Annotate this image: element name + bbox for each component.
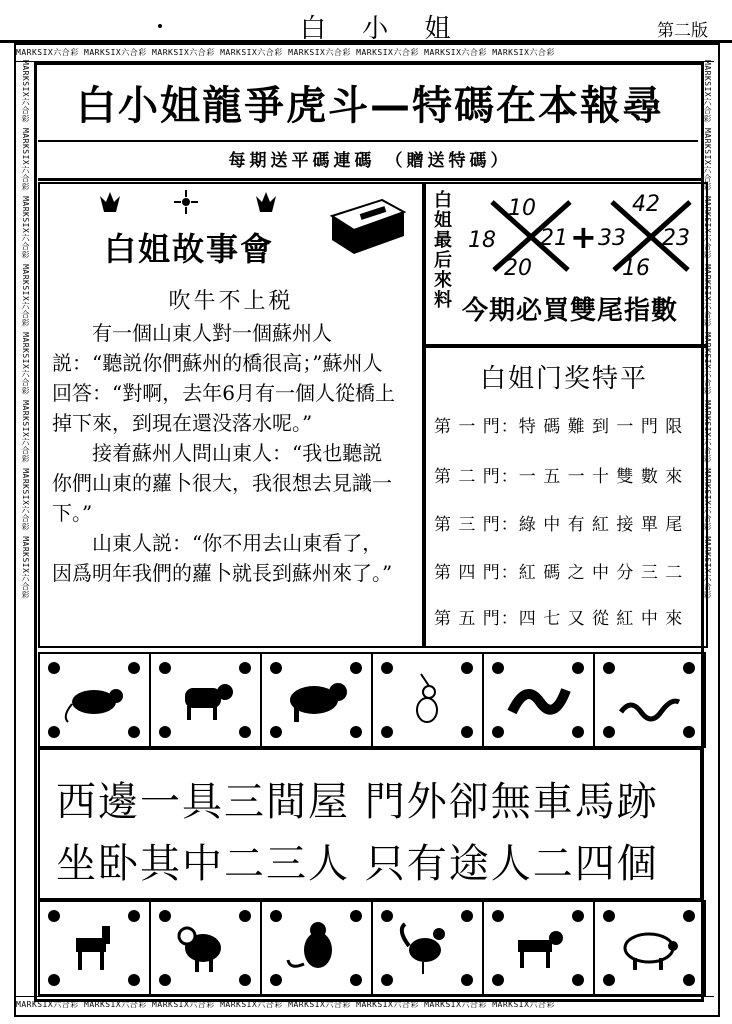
number-pick — [462, 186, 702, 286]
number-ball — [572, 910, 584, 922]
story-paragraph: 山東人説：“你不用去山東看了，因爲明年我們的蘿卜就長到蘇州來了。” — [52, 531, 393, 585]
pick-number: 42 — [632, 192, 660, 217]
number-ball — [461, 662, 473, 674]
dog-icon — [506, 920, 572, 976]
snake-icon — [617, 672, 683, 728]
gate-row: 第 一 門：特 碼 難 到 一 門 限 — [434, 417, 684, 437]
border-strip-left: MARKSIX六合彩 MARKSIX六合彩 MARKSIX六合彩 MARKSIX六合彩 MARKSIX六合彩 MARKSIX六合彩 MARKSIX六合彩 MARKSIX六合彩 — [21, 60, 30, 599]
zodiac-cell — [260, 902, 371, 994]
zodiac-cell — [40, 654, 149, 746]
zodiac-cell — [482, 654, 593, 746]
story-paragraph: 接着蘇州人問山東人：“我也聽説你們山東的蘿卜很大，我很想去見識一下。” — [52, 441, 392, 525]
story-paragraph: 有一個山東人對一個蘇州人説：“聽説你們蘇州的橋很高；”蘇州人回答：“對啊，去年6月有一個人從橋上掉下來，到現在還没落水呢。” — [52, 321, 395, 435]
gate-row: 第 三 門：綠 中 有 紅 接 單 尾 — [434, 515, 684, 535]
number-ball — [48, 910, 60, 922]
ox-icon — [173, 672, 239, 728]
border-strip-right: MARKSIX六合彩 MARKSIX六合彩 MARKSIX六合彩 MARKSIX六合彩 MARKSIX六合彩 MARKSIX六合彩 MARKSIX六合彩 MARKSIX六合彩 — [703, 60, 712, 599]
number-ball — [381, 662, 393, 674]
story-logo: 白姐故事會 — [104, 230, 275, 268]
rabbit-icon — [395, 672, 461, 728]
number-ball — [239, 726, 251, 738]
headline-divider — [38, 140, 698, 142]
gate-row: 第 二 門：一 五 一 十 雙 數 來 — [434, 467, 684, 487]
number-ball — [492, 910, 504, 922]
number-ball — [572, 726, 584, 738]
monkey-icon — [284, 920, 350, 976]
number-ball — [239, 662, 251, 674]
number-ball — [128, 910, 140, 922]
pick-side-label: 白姐最后來料 — [431, 190, 452, 310]
zodiac-cell — [149, 902, 260, 994]
zodiac-row-bottom — [38, 900, 706, 996]
number-ball — [683, 726, 695, 738]
decorative-flowers-icon — [96, 186, 286, 220]
number-ball — [461, 910, 473, 922]
poem-line-1: 西邊一具三間屋 門外卻無車馬跡 — [56, 779, 659, 825]
pick-number: 20 — [504, 256, 532, 281]
gate-row: 第 五 門：四 七 又 從 紅 中 來 — [434, 609, 684, 629]
number-ball — [270, 974, 282, 986]
zodiac-cell — [149, 654, 260, 746]
number-ball — [270, 662, 282, 674]
number-ball — [128, 974, 140, 986]
tiger-icon — [284, 672, 350, 728]
zodiac-cell — [260, 654, 371, 746]
number-ball — [350, 726, 362, 738]
number-ball — [683, 662, 695, 674]
number-ball — [350, 662, 362, 674]
pig-icon — [617, 920, 683, 976]
number-ball — [350, 910, 362, 922]
section-divider — [38, 178, 702, 181]
zodiac-row-top — [38, 652, 706, 748]
horse-icon — [62, 920, 128, 976]
zodiac-cell — [371, 902, 482, 994]
gate-row: 第 四 門：紅 碼 之 中 分 三 二 — [434, 563, 684, 583]
number-ball — [350, 974, 362, 986]
border-strip-top: MARKSIX六合彩 MARKSIX六合彩 MARKSIX六合彩 MARKSIX六合彩 MARKSIX六合彩 MARKSIX六合彩 MARKSIX六合彩 MARKSIX六合彩 — [16, 45, 714, 62]
number-ball — [572, 662, 584, 674]
zodiac-cell — [40, 902, 149, 994]
subhead: 每期送平碼連碼 （贈送特碼） — [228, 151, 512, 171]
dragon-icon — [506, 672, 572, 728]
number-ball — [381, 974, 393, 986]
number-ball — [461, 974, 473, 986]
number-ball — [603, 662, 615, 674]
number-ball — [239, 910, 251, 922]
number-ball — [128, 726, 140, 738]
number-ball — [492, 726, 504, 738]
pick-number: 18 — [468, 228, 496, 253]
number-ball — [461, 726, 473, 738]
plus-sign: + — [570, 218, 597, 256]
number-ball — [48, 974, 60, 986]
number-ball — [159, 910, 171, 922]
index-title: 今期必買雙尾指數 — [462, 296, 679, 326]
headline: 白小姐龍爭虎斗—特碼在本報尋 — [76, 83, 664, 129]
poem-line-2: 坐卧其中二三人 只有途人二四個 — [56, 841, 659, 887]
number-ball — [159, 662, 171, 674]
number-ball — [603, 910, 615, 922]
edition-label: 第二版 — [657, 21, 708, 41]
zodiac-cell — [593, 902, 704, 994]
number-ball — [572, 974, 584, 986]
zodiac-cell — [593, 654, 704, 746]
number-ball — [603, 974, 615, 986]
number-ball — [381, 726, 393, 738]
border-strip-bottom: MARKSIX六合彩 MARKSIX六合彩 MARKSIX六合彩 MARKSIX六合彩 MARKSIX六合彩 MARKSIX六合彩 MARKSIX六合彩 MARKSIX六合彩 — [16, 996, 714, 1013]
number-ball — [683, 910, 695, 922]
masthead-dot — [158, 24, 162, 28]
pick-number: 33 — [598, 226, 626, 251]
number-ball — [492, 974, 504, 986]
pick-number: 23 — [662, 226, 690, 251]
number-ball — [239, 974, 251, 986]
book-icon — [326, 196, 406, 258]
number-ball — [159, 974, 171, 986]
pick-number: 16 — [622, 256, 650, 281]
rooster-icon — [395, 920, 461, 976]
pick-number: 10 — [508, 196, 536, 221]
pick-number: 21 — [540, 226, 568, 251]
number-ball — [492, 662, 504, 674]
number-ball — [128, 662, 140, 674]
zodiac-cell — [482, 902, 593, 994]
page-title: 白 小 姐 — [300, 14, 465, 44]
number-ball — [270, 726, 282, 738]
rat-icon — [62, 672, 128, 728]
number-ball — [603, 726, 615, 738]
number-ball — [381, 910, 393, 922]
number-ball — [683, 974, 695, 986]
number-ball — [270, 910, 282, 922]
story-body — [52, 318, 402, 588]
masthead — [0, 4, 732, 43]
number-ball — [159, 726, 171, 738]
zodiac-cell — [371, 654, 482, 746]
number-ball — [48, 662, 60, 674]
story-title: 吹牛不上税 — [168, 289, 294, 314]
number-ball — [48, 726, 60, 738]
gates-title: 白姐门奖特平 — [479, 364, 648, 394]
goat-icon — [173, 920, 239, 976]
